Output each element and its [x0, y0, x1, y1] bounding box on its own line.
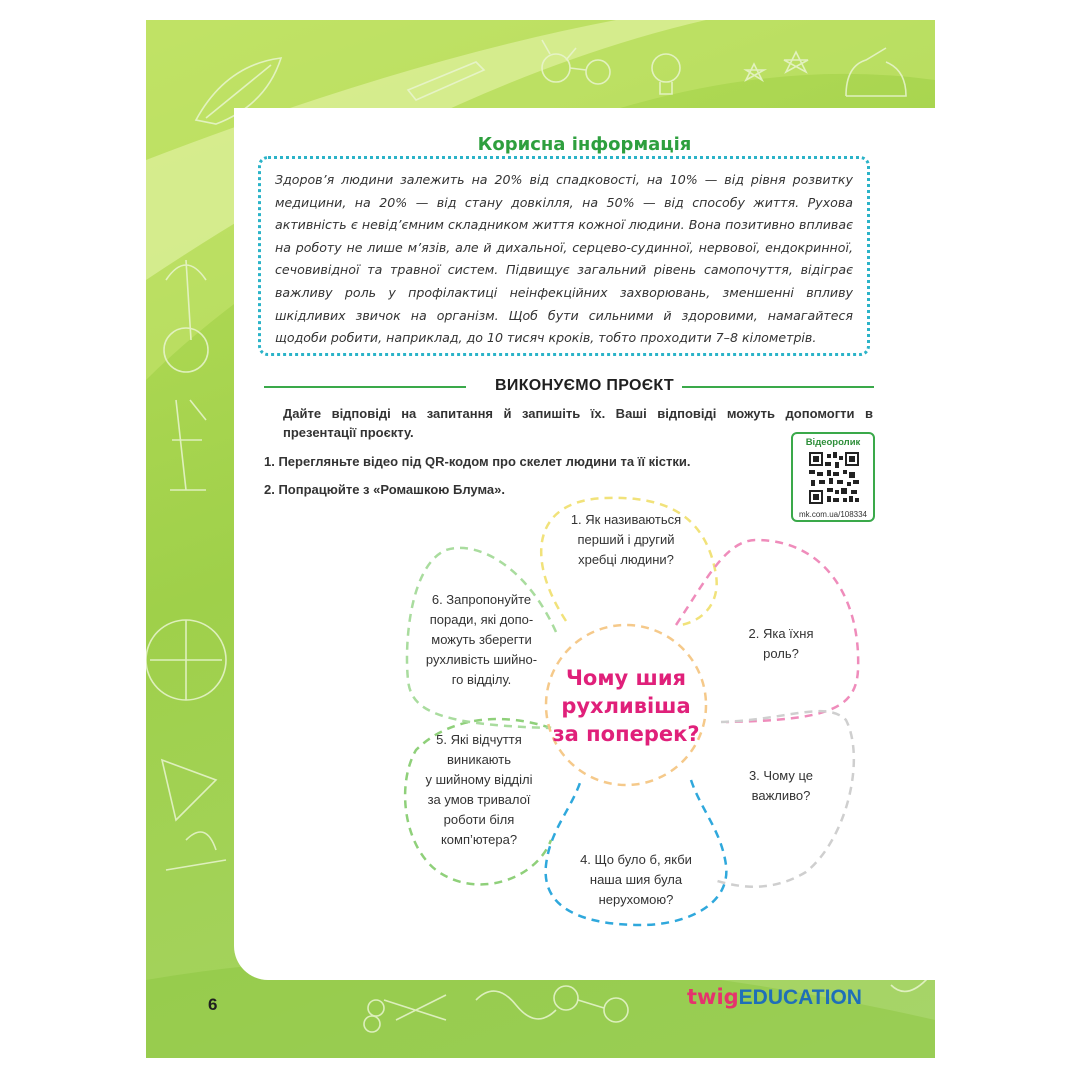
- petal-3-line-2: важливо?: [751, 788, 811, 803]
- petal-5-line-4: за умов тривалої: [427, 792, 531, 807]
- petal-2-line-2: роль?: [763, 646, 799, 661]
- petal-6-line-1: 6. Запропонуйте: [431, 592, 532, 607]
- qr-url: mk.com.ua/108334: [798, 510, 868, 519]
- petal-6-line-5: го відділу.: [451, 672, 512, 687]
- petal-5-text: [414, 730, 544, 850]
- petal-1-line-1: 1. Як називаються: [570, 512, 682, 527]
- petal-3-line-1: 3. Чому це: [748, 768, 814, 783]
- bloom-flower: [146, 20, 935, 1058]
- task-1: 1. Перегляньте відео під QR-кодом про скелет людини та її кістки.: [264, 454, 691, 469]
- central-question-line-1: Чому шия: [565, 666, 687, 690]
- petal-4-line-3: нерухомою?: [598, 892, 674, 907]
- task-2: 2. Попрацюйте з «Ромашкою Блума».: [264, 482, 505, 497]
- petal-4-text: [556, 850, 716, 910]
- petal-1-line-2: перший і другий: [577, 532, 675, 547]
- petal-6-line-3: можуть зберегти: [431, 632, 532, 647]
- petal-4-line-2: наша шия була: [589, 872, 683, 887]
- page-number: 6: [208, 995, 218, 1014]
- petal-5-line-3: у шийному відділі: [425, 772, 533, 787]
- info-text: Здоров’я людини залежить на 20% від спадковості, на 10% — від рівня розвитку медицини, на 20% — від стану довкілля, на 50% — від способу життя. Рухова активність є невід’ємним складником життя кожної людини. Вона позитивно впливає на роботу не лише м’язів, але й дихальної, серцево-судинної, нервової, ендокринної, сечовивідної та травної систем. Підвищує загальний рівень самопочуття, відіграє важливу роль у профілактиці неінфекційних захворювань, зменшенні впливу шкідливих звичок на організм. Щоб бути сильними й здоровими, намагайтеся щодоби робити, наприклад, до 10 тисяч кроків, тобто проходити 7–8 кілометрів.: [275, 172, 853, 346]
- logo-education: EDUCATION: [738, 986, 862, 1009]
- petal-6-line-2: поради, які допо-: [429, 612, 534, 627]
- project-intro: Дайте відповіді на запитання й запишіть їх. Ваші відповіді можуть допомогти в презентації проєкту.: [283, 406, 873, 440]
- petal-6-line-4: рухливість шийно-: [425, 652, 538, 667]
- petal-4-line-1: 4. Що було б, якби: [580, 852, 692, 867]
- textbook-page: [146, 20, 935, 1058]
- petal-3-text: [721, 766, 841, 806]
- central-question-line-3: за поперек?: [552, 722, 700, 746]
- central-question-line-2: рухливіша: [561, 694, 691, 718]
- petal-5-line-2: виникають: [446, 752, 511, 767]
- qr-label: Відеоролик: [805, 437, 861, 448]
- petal-2-line-1: 2. Яка їхня: [748, 626, 814, 641]
- petal-1-text: [546, 510, 706, 570]
- petal-5-line-6: комп’ютера?: [440, 832, 518, 847]
- petal-5-line-5: роботи біля: [443, 812, 515, 827]
- central-question: [544, 664, 708, 748]
- petal-2-text: [721, 624, 841, 664]
- petal-1-line-3: хребці людини?: [578, 552, 674, 567]
- logo-twig: twig: [687, 985, 739, 1009]
- project-title-text: ВИКОНУЄМО ПРОЄКТ: [487, 377, 682, 394]
- publisher-logo: [687, 985, 862, 1010]
- info-title: Корисна інформація: [477, 134, 692, 155]
- petal-5-line-1: 5. Які відчуття: [436, 732, 522, 747]
- petal-6-text: [414, 590, 549, 690]
